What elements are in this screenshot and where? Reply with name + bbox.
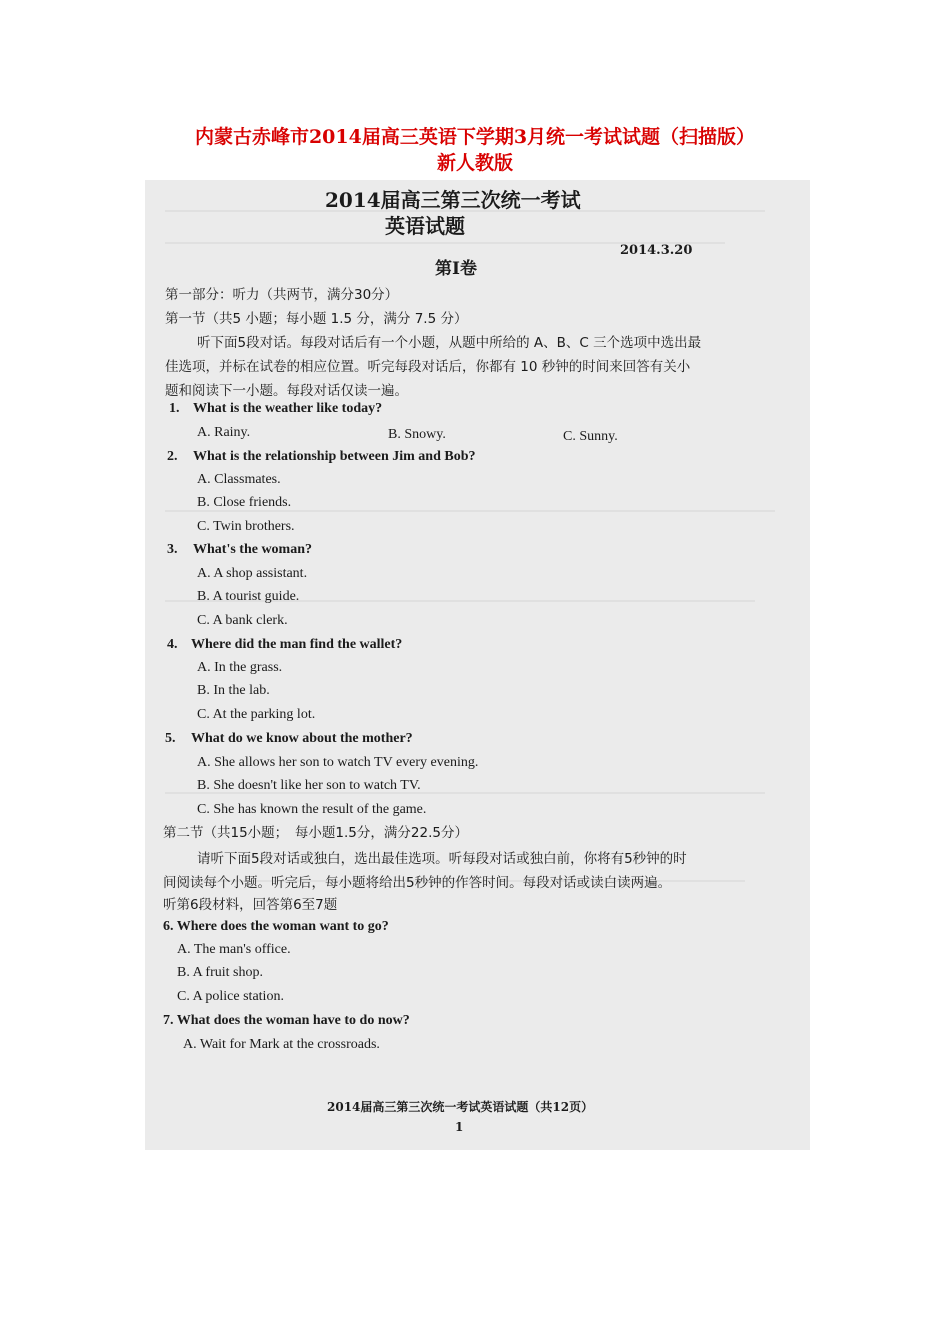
part1-title: 第一部分：听力（共两节，满分30分） [165,287,399,303]
section2-instruction: 请听下面5段对话或独白，选出最佳选项。听每段对话或独白前，你将有5秒钟的时 [197,851,687,867]
answer-option: A. A shop assistant. [197,566,308,581]
page-number: 1 [455,1120,464,1134]
page-footer: 2014届高三第三次统一考试英语试题（共12页） [327,1100,594,1114]
answer-option: B. Snowy. [388,427,446,442]
question-text: What is the weather like today? [193,401,383,416]
answer-option: A. Rainy. [197,425,251,440]
question-text: 7. What does the woman have to do now? [163,1013,410,1028]
question-text: 6. Where does the woman want to go? [163,919,389,934]
answer-option: A. The man's office. [177,942,291,957]
exam-date: 2014.3.20 [620,243,693,258]
section1-instruction: 听下面5段对话。每段对话后有一个小题，从题中所给的 A、B、C 三个选项中选出最 [197,335,702,351]
exam-subheading: 英语试题 [385,214,465,238]
answer-option: A. She allows her son to watch TV every evening. [197,755,479,770]
answer-option: B. A tourist guide. [197,589,300,604]
question-number: 2. [167,449,178,464]
question-text: What do we know about the mother? [191,731,413,746]
answer-option: C. A bank clerk. [197,613,288,628]
question-number: 5. [165,731,176,746]
answer-option: C. Sunny. [563,429,618,444]
section2-title: 第二节（共15小题； 每小题1.5分，满分22.5分） [163,825,468,841]
answer-option: B. Close friends. [197,495,292,510]
section1-instruction: 题和阅读下一小题。每段对话仅读一遍。 [165,383,408,399]
question-number: 3. [167,542,178,557]
answer-option: B. In the lab. [197,683,270,698]
answer-option: A. Classmates. [197,472,281,487]
question-text: Where did the man find the wallet? [191,637,403,652]
section1-instruction: 佳选项，并标在试卷的相应位置。听完每段对话后，你都有 10 秒钟的时间来回答有关小 [165,359,691,375]
answer-option: A. Wait for Mark at the crossroads. [183,1037,380,1052]
exam-heading: 2014届高三第三次统一考试 [325,188,581,212]
question-text: What is the relationship between Jim and Bob? [193,449,476,464]
scanned-exam-page [145,180,810,1150]
answer-option: A. In the grass. [197,660,283,675]
answer-option: C. At the parking lot. [197,707,316,722]
answer-option: B. A fruit shop. [177,965,263,980]
answer-option: C. A police station. [177,989,284,1004]
answer-option: B. She doesn't like her son to watch TV. [197,778,421,793]
section2-instruction: 间阅读每个小题。听完后，每小题将给出5秒钟的作答时间。每段对话或读白读两遍。 [163,875,672,891]
volume-label: 第Ⅰ卷 [435,259,477,279]
question-number: 4. [167,637,178,652]
question-number: 1. [169,401,180,416]
section2-material: 听第6段材料，回答第6至7题 [163,897,338,913]
document-title-line-1: 内蒙古赤峰市2014届高三英语下学期3月统一考试试题（扫描版） [194,126,756,148]
answer-option: C. She has known the result of the game. [197,802,427,817]
document-title-line-2: 新人教版 [436,152,513,174]
question-text: What's the woman? [193,542,313,557]
answer-option: C. Twin brothers. [197,519,295,534]
section1-title: 第一节（共5 小题；每小题 1.5 分，满分 7.5 分） [165,311,468,327]
